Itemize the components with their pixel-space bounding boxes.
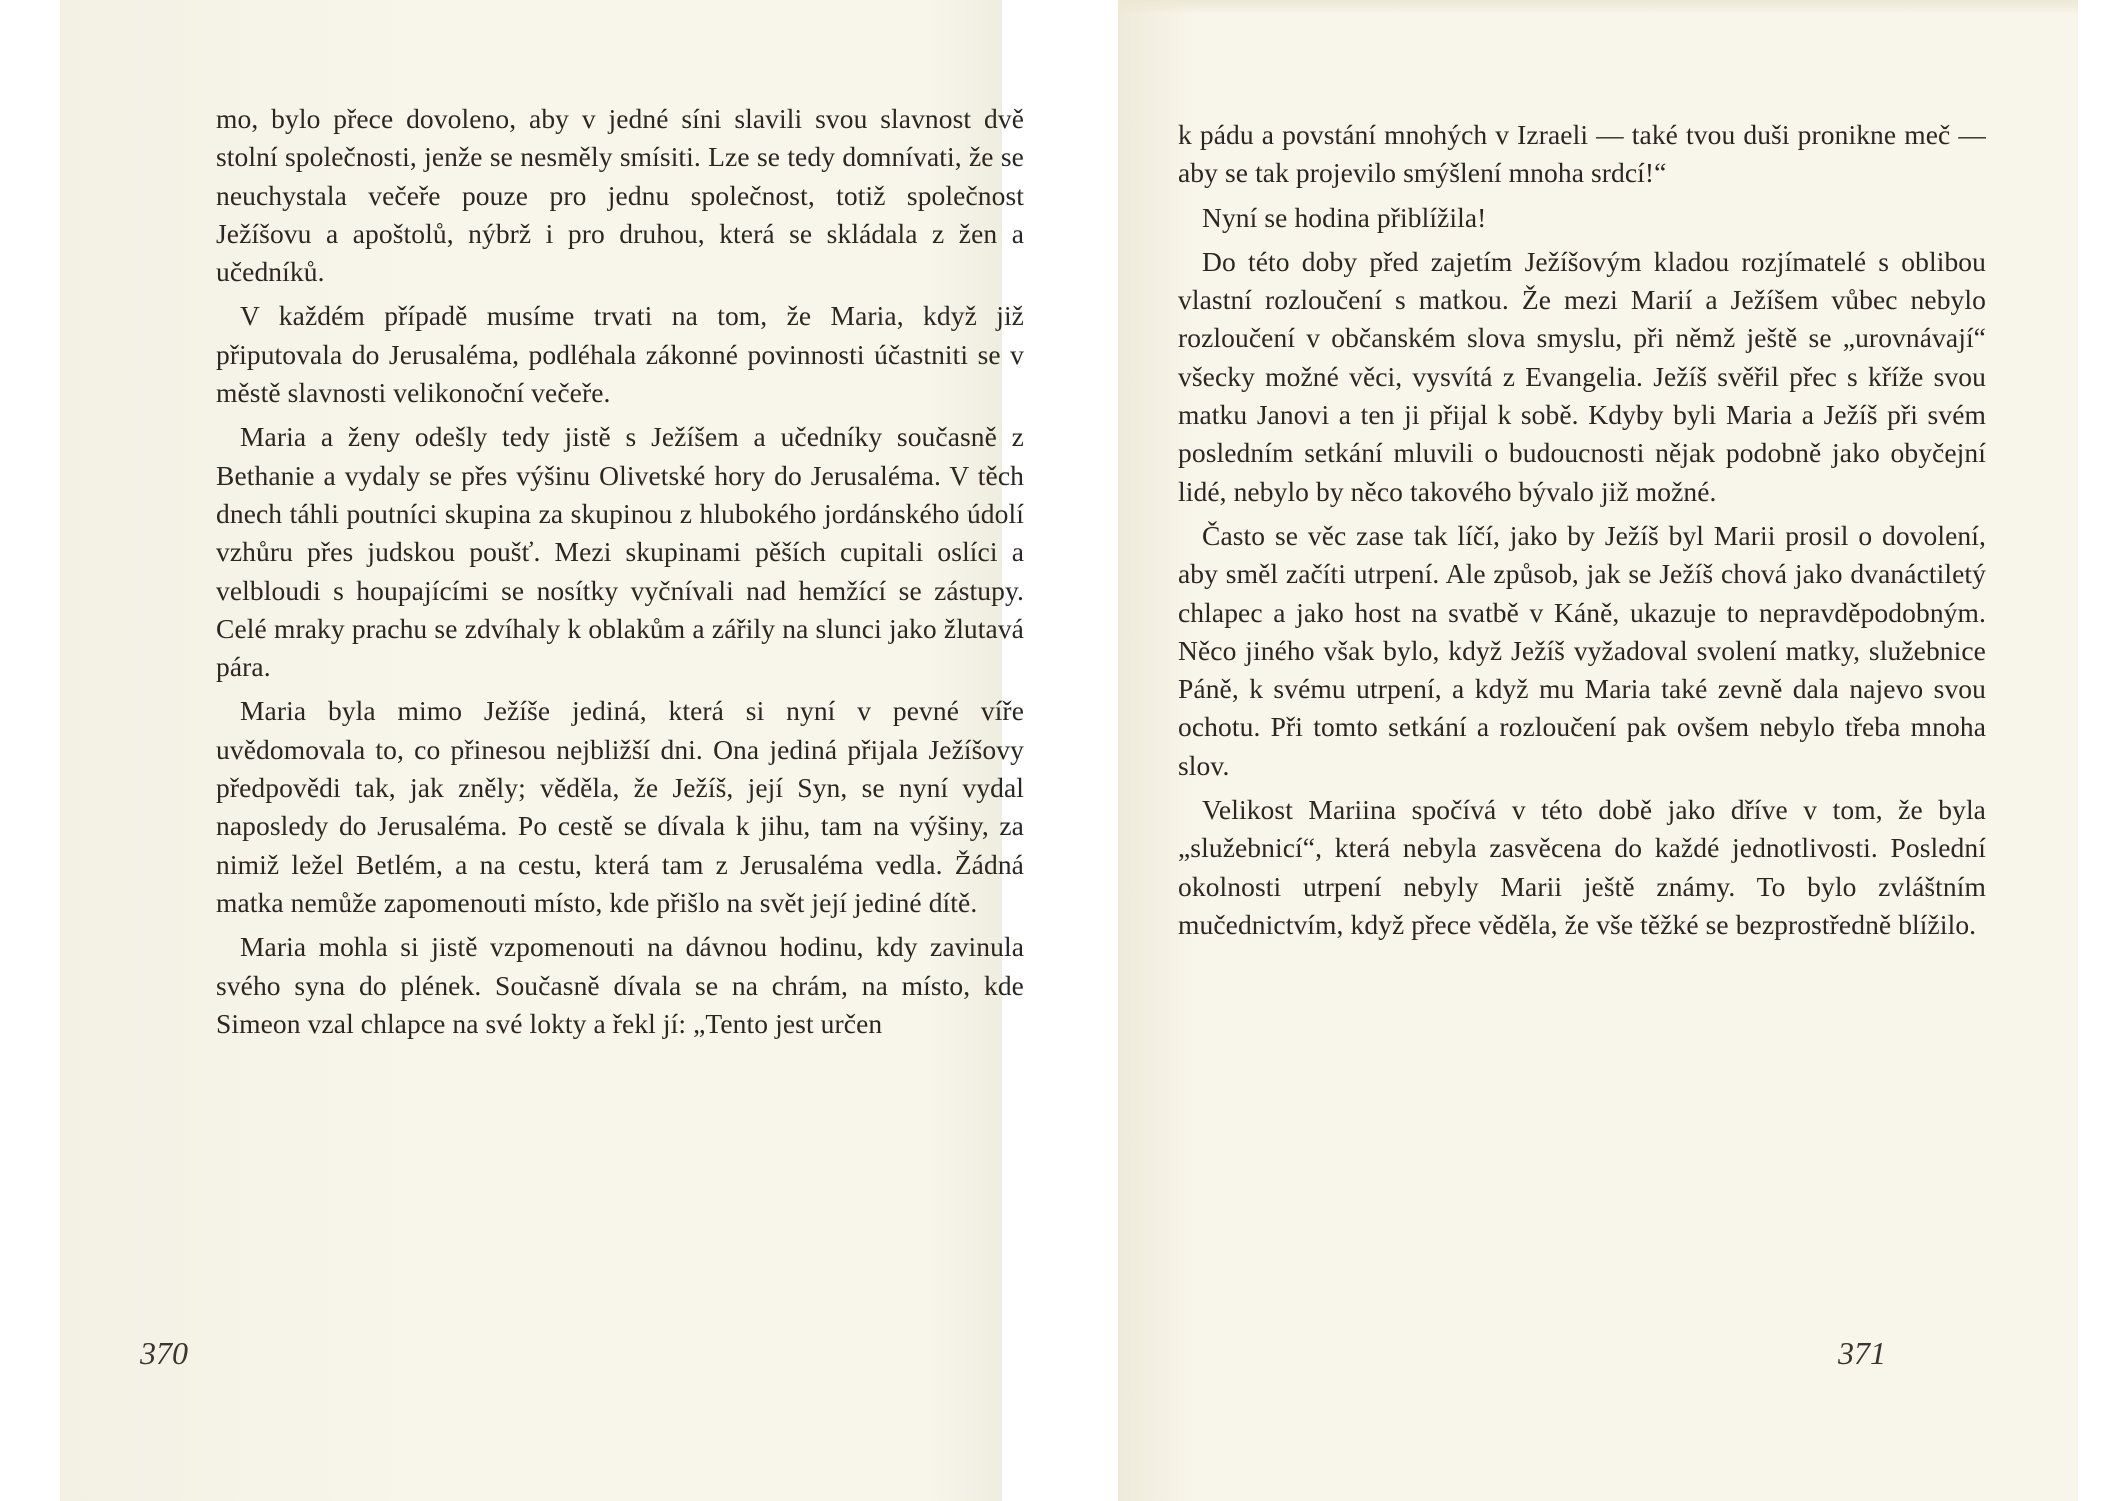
paragraph: Do této doby před zajetím Ježíšovým kladou rozjímatelé s oblibou vlastní rozloučení s matkou. Že mezi Marií a Ježíšem vůbec nebylo rozloučení v občanském slova smyslu, při němž ještě se „urovnávají“ všecky možné věci, vysvítá z Evangelia. Ježíš svěřil přec s kříže svou matku Janovi a ten ji přijal k sobě. Kdyby byli Maria a Ježíš při svém posledním setkání mluvili o budoucnosti nějak podobně jako obyčejní lidé, nebylo by něco takového bývalo již možné. bbox=[1178, 245, 1986, 507]
paragraph: Maria mohla si jistě vzpomenouti na dávnou hodinu, kdy zavinula svého syna do plének. Současně dívala se na chrám, na místo, kde Simeon vzal chlapce na své lokty a řekl jí: „Tento jest určen bbox=[216, 931, 1024, 1039]
paragraph: k pádu a povstání mnohých v Izraeli — také tvou duši pronikne meč — aby se tak projevilo smýšlení mnoha srdcí!“ bbox=[1178, 119, 1986, 189]
paragraph: Maria a ženy odešly tedy jistě s Ježíšem a učedníky současně z Bethanie a vydaly se přes výšinu Olivetské hory do Jerusaléma. V těch dnech táhli poutníci skupina za skupinou z hlubokého jordánského údolí vzhůru přes judskou poušť. Mezi skupinami pěších cupitali oslíci a velbloudi s houpajícími se nosítky vyčnívali nad hemžící se zástupy. Celé mraky prachu se zdvíhaly k oblakům a zářily na slunci jako žlutavá pára. bbox=[216, 421, 1024, 683]
paragraph: Velikost Mariina spočívá v této době jako dříve v tom, že byla „služebnicí“, která nebyla zasvěcena do každé jednotlivosti. Poslední okolnosti utrpení nebyly Marii ještě známy. To bylo zvláštním mučednictvím, když přece věděla, že vše těžké se bezprostředně blížilo. bbox=[1178, 794, 1986, 940]
paragraph: mo, bylo přece dovoleno, aby v jedné síni slavili svou slavnost dvě stolní společnosti, jenže se nesměly smísiti. Lze se tedy domnívati, že se neuchystala večeře pouze pro jednu společnost, totiž společnost Ježíšovu a apoštolů, nýbrž i pro druhou, která se skládala z žen a učedníků. bbox=[216, 103, 1024, 288]
left-page bbox=[60, 0, 1024, 1501]
page-number-left: 370 bbox=[140, 1335, 188, 1371]
right-page bbox=[1118, 0, 2078, 1501]
paragraph: Maria byla mimo Ježíše jediná, která si nyní v pevné víře uvědomovala to, co přinesou nejbližší dni. Ona jediná přijala Ježíšovy předpovědi tak, jak zněly; věděla, že Ježíš, její Syn, se nyní vydal naposledy do Jerusaléma. Po cestě se dívala k jihu, tam na výšiny, za nimiž ležel Betlém, a na cestu, která tam z Jerusaléma vedla. Žádná matka nemůže zapomenouti místo, kde přišlo na svět její jediné dítě. bbox=[216, 695, 1024, 918]
page-number-right: 371 bbox=[1838, 1335, 1886, 1371]
right-page-text bbox=[1178, 116, 1986, 950]
paragraph: V každém případě musíme trvati na tom, že Maria, když již připutovala do Jerusaléma, podléhala zákonné povinnosti účastniti se v městě slavnosti velikonoční večeře. bbox=[216, 300, 1024, 409]
left-page-text bbox=[216, 100, 1024, 1049]
paragraph: Nyní se hodina přiblížila! bbox=[1202, 201, 1487, 233]
paragraph: Často se věc zase tak líčí, jako by Ježíš byl Marii prosil o dovolení, aby směl začíti utrpení. Ale způsob, jak se Ježíš chová jako dvanáctiletý chlapec a jako host na svatbě v Káně, ukazuje to nepravděpodobným. Něco jiného však bylo, když Ježíš vyžadoval svolení matky, služebnice Páně, k svému utrpení, a když mu Maria také zevně dala najevo svou ochotu. Při tomto setkání a rozloučení pak ovšem nebylo třeba mnoha slov. bbox=[1178, 519, 1986, 781]
